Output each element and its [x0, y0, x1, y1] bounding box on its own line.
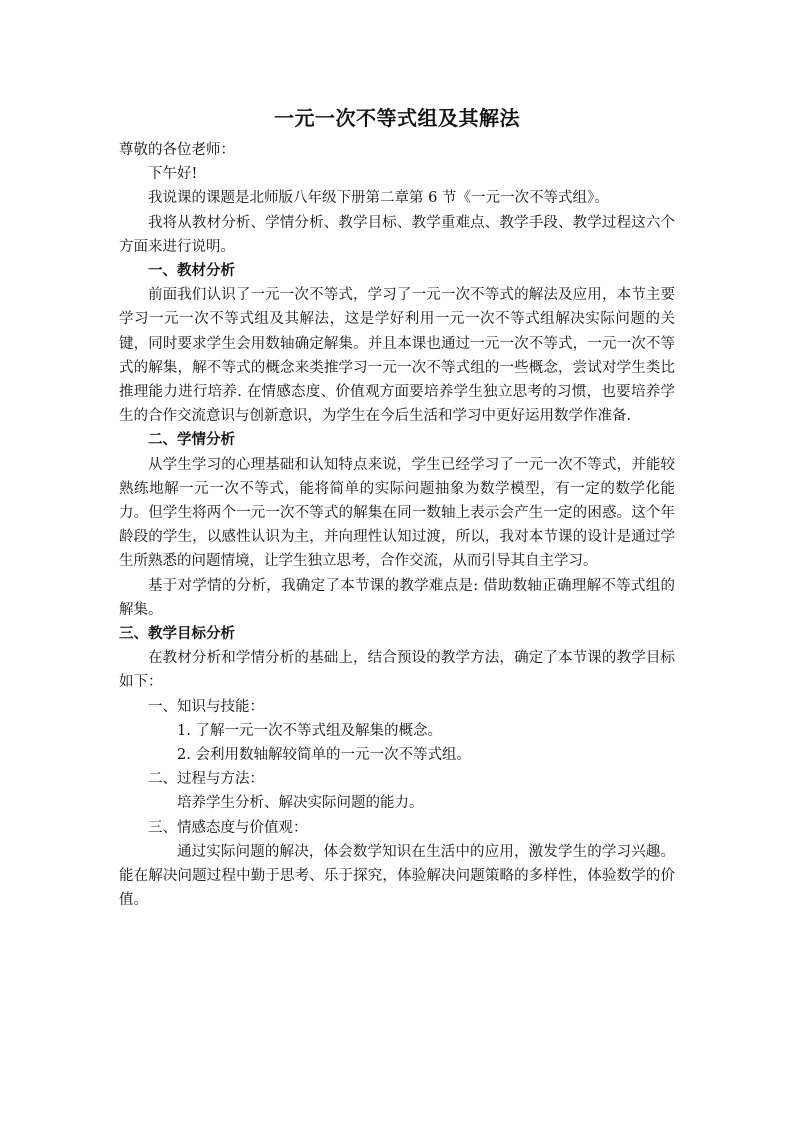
document-page	[119, 104, 675, 913]
subsection-3-heading: 三、情感态度与价值观：	[148, 819, 308, 836]
section-1-heading: 一、教材分析	[148, 262, 235, 280]
greeting: 尊敬的各位老师：	[119, 142, 235, 158]
document-title: 一元一次不等式组及其解法	[274, 106, 520, 130]
section-3-heading: 三、教学目标分析	[119, 625, 235, 643]
intro-paragraph-2: 我将从教材分析、学情分析、教学目标、教学重难点、教学手段、教学过程这六个方面来进行说明。	[119, 214, 675, 255]
subsection-1-item-2: 2. 会利用数轴解较简单的一元一次不等式组。	[177, 747, 471, 764]
section-2-heading: 二、学情分析	[148, 431, 235, 449]
subsection-1-heading: 一、知识与技能：	[148, 698, 264, 715]
subsection-2-body: 培养学生分析、解决实际问题的能力。	[177, 795, 424, 812]
section-2-body-1: 从学生学习的心理基础和认知特点来说，学生已经学习了一元一次不等式，并能较熟练地解一元一次不等式，能将简单的实际问题抽象为数学模型，有一定的数学化能力。但学生将两个一元一次不等式的解集在同一数轴上表示会产生一定的困惑。这个年龄段的学生，以感性认识为主，并向理性认知过渡，所以，我对本节课的设计是通过学生所熟悉的问题情境，让学生独立思考，合作交流，从而引导其自主学习。	[119, 456, 675, 570]
section-1-body: 前面我们认识了一元一次不等式，学习了一元一次不等式的解法及应用，本节主要学习一元一次不等式组及其解法，这是学好利用一元一次不等式组解决实际问题的关键，同时要求学生会用数轴确定解集。并且本课也通过一元一次不等式，一元一次不等式的解集，解不等式的概念来类推学习一元一次不等式组的一些概念，尝试对学生类比推理能力进行培养. 在情感态度、价值观方面要培养学生独立思考的习惯，也要培养学生的合作交流意识与创新意识，为学生在今后生活和学习中更好运用数学作准备.	[119, 287, 675, 425]
subsection-1-item-1: 1. 了解一元一次不等式组及解集的概念。	[177, 722, 442, 739]
subsection-3-body: 通过实际问题的解决，体会数学知识在生活中的应用，激发学生的学习兴趣。能在解决问题过程中勤于思考、乐于探究，体验解决问题策略的多样性，体验数学的价值。	[119, 843, 675, 909]
good-afternoon: 下午好!	[148, 166, 198, 183]
section-3-intro: 在教材分析和学情分析的基础上，结合预设的教学方法，确定了本节课的教学目标如下：	[119, 650, 675, 691]
subsection-2-heading: 二、过程与方法：	[148, 771, 264, 788]
intro-paragraph-1: 我说课的课题是北师版八年级下册第二章第 6 节《一元一次不等式组》。	[148, 190, 609, 207]
section-2-body-2: 基于对学情的分析，我确定了本节课的教学难点是: 借助数轴正确理解不等式组的解集。	[119, 577, 675, 618]
